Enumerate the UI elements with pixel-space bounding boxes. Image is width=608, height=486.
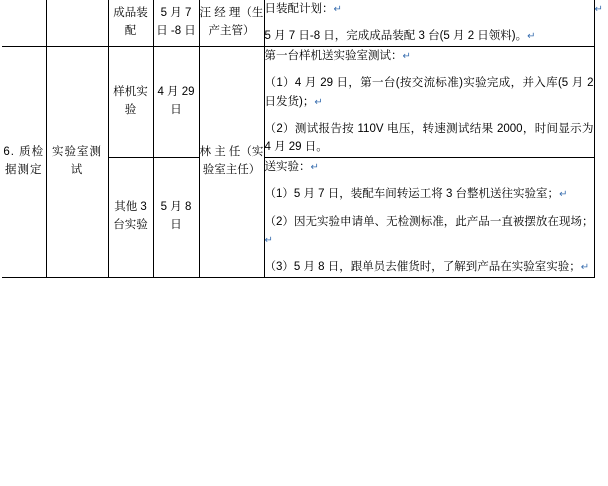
date-cell (153, 157, 199, 277)
description-line (265, 0, 594, 18)
description-line (265, 158, 594, 176)
description-line (265, 258, 594, 276)
table-row (2, 0, 606, 46)
pilcrow-icon: ↵ (264, 234, 273, 246)
owner-cell (199, 0, 264, 46)
date-cell (153, 46, 199, 157)
stage-cell (108, 0, 153, 46)
description-text: 5 月 7 日-8 日，完成成品装配 3 台(5 月 2 日领料)。 (264, 30, 528, 43)
pilcrow-icon: ↵ (580, 262, 590, 274)
row-number-cell-empty (2, 0, 46, 46)
pilcrow-icon: ↵ (310, 161, 319, 173)
description-cell (264, 0, 594, 46)
date-label: 5 月 7 日 -8 日 (156, 7, 196, 37)
pilcrow-icon: ↵ (333, 4, 342, 15)
pilcrow-icon: ↵ (594, 4, 603, 15)
stage-label: 其他 3 台实验 (113, 201, 148, 232)
owner-label: 汪 经 理（生产主管） (199, 7, 264, 37)
row-category-cell-empty (46, 0, 108, 46)
margin-mark-cell (594, 157, 606, 277)
description-line (265, 120, 594, 157)
group-number-cell (2, 46, 46, 277)
description-line (265, 74, 594, 111)
description-cell (264, 157, 594, 277)
description-text: （3）5 月 8 日，跟单员去催货时，了解到产品在实验室实验； (264, 261, 581, 274)
description-text: （1）4 月 29 日，第一台(按交流标准)实验完成，并入库(5 月 2 日发货)； (264, 77, 594, 108)
stage-label: 样机实验 (113, 85, 148, 116)
owner-cell (199, 46, 264, 277)
description-text: 日装配计划： (264, 3, 334, 15)
description-cell (264, 46, 594, 157)
group-category-cell (46, 46, 108, 277)
date-cell (153, 0, 199, 46)
stage-cell (108, 157, 153, 277)
stage-label: 成品装配 (113, 7, 148, 37)
description-line (265, 47, 594, 65)
pilcrow-icon: ↵ (559, 189, 568, 201)
report-table (2, 0, 606, 278)
group-category-label: 实验室测试 (52, 145, 102, 176)
table-row (2, 46, 606, 157)
pilcrow-icon: ↵ (314, 96, 323, 108)
description-line (265, 27, 594, 45)
description-text: （2）测试报告按 110V 电压，转速测试结果 2000，时间显示为 4 月 29 日。 (264, 122, 594, 154)
group-number-label: 6. 质检据测定 (3, 145, 45, 176)
description-text: （2）因无实验申请单、无检测标准，此产品一直被摆放在现场； (264, 215, 594, 228)
margin-mark-cell (594, 0, 606, 46)
description-text: 送实验： (264, 160, 311, 173)
description-text: 第一台样机送实验室测试： (264, 49, 403, 62)
description-line (265, 185, 594, 203)
pilcrow-icon: ↵ (527, 31, 536, 43)
description-text: （1）5 月 7 日，装配车间转运工将 3 台整机送往实验室； (264, 188, 560, 201)
stage-cell (108, 46, 153, 157)
date-label: 4 月 29 日 (157, 85, 195, 116)
pilcrow-icon: ↵ (402, 50, 411, 62)
date-label: 5 月 8 日 (160, 201, 192, 232)
owner-label: 林 主 任（实验室主任） (199, 145, 264, 176)
margin-mark-cell (594, 46, 606, 157)
description-line (265, 213, 594, 250)
